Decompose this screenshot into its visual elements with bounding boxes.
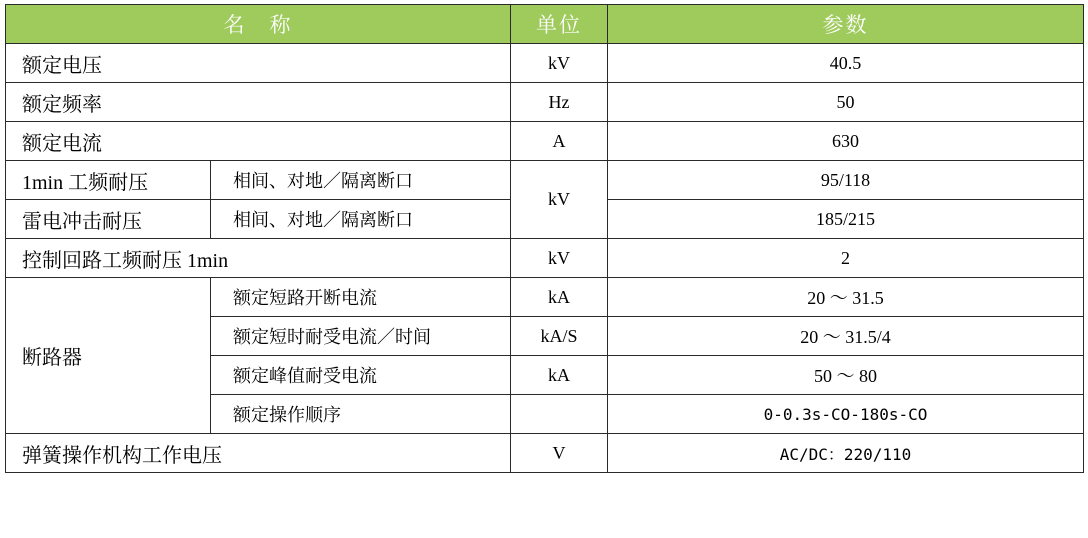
row-name: 弹簧操作机构工作电压 <box>6 434 511 473</box>
row-param: 40.5 <box>608 44 1084 83</box>
row-unit: kA/S <box>511 317 608 356</box>
row-sub: 额定操作顺序 <box>211 395 511 434</box>
row-name: 雷电冲击耐压 <box>6 200 211 239</box>
row-sub: 额定短时耐受电流／时间 <box>211 317 511 356</box>
table-row <box>6 122 1084 161</box>
row-param: 185/215 <box>608 200 1084 239</box>
row-unit: V <box>511 434 608 473</box>
row-param: 50 <box>608 83 1084 122</box>
row-unit: kV <box>511 44 608 83</box>
header-name: 名 称 <box>6 5 511 44</box>
row-name: 额定电压 <box>6 44 511 83</box>
table-header-row <box>6 5 1084 44</box>
row-param: 20 ～ 31.5 <box>608 278 1084 317</box>
row-param: AC/DC：220/110 <box>608 434 1084 473</box>
row-name: 控制回路工频耐压 1min <box>6 239 511 278</box>
row-group-name: 断路器 <box>6 278 211 434</box>
row-unit: kA <box>511 278 608 317</box>
row-name: 额定电流 <box>6 122 511 161</box>
row-unit: kV <box>511 161 608 239</box>
row-unit <box>511 395 608 434</box>
row-unit: kA <box>511 356 608 395</box>
row-unit: Hz <box>511 83 608 122</box>
row-sub: 额定峰值耐受电流 <box>211 356 511 395</box>
row-unit: A <box>511 122 608 161</box>
row-param: 20 ～ 31.5/4 <box>608 317 1084 356</box>
row-param: 630 <box>608 122 1084 161</box>
row-unit: kV <box>511 239 608 278</box>
specification-table <box>5 4 1084 473</box>
row-name: 额定频率 <box>6 83 511 122</box>
table-row <box>6 434 1084 473</box>
header-unit: 单位 <box>511 5 608 44</box>
row-sub: 相间、对地／隔离断口 <box>211 161 511 200</box>
row-sub: 额定短路开断电流 <box>211 278 511 317</box>
table-row <box>6 44 1084 83</box>
row-sub: 相间、对地／隔离断口 <box>211 200 511 239</box>
row-param: 2 <box>608 239 1084 278</box>
row-param: 95/118 <box>608 161 1084 200</box>
table-row <box>6 239 1084 278</box>
table-row <box>6 83 1084 122</box>
row-param: 50 ～ 80 <box>608 356 1084 395</box>
row-param: 0-0.3s-CO-180s-CO <box>608 395 1084 434</box>
header-param: 参数 <box>608 5 1084 44</box>
table-row <box>6 278 1084 317</box>
row-name: 1min 工频耐压 <box>6 161 211 200</box>
table-row <box>6 161 1084 200</box>
